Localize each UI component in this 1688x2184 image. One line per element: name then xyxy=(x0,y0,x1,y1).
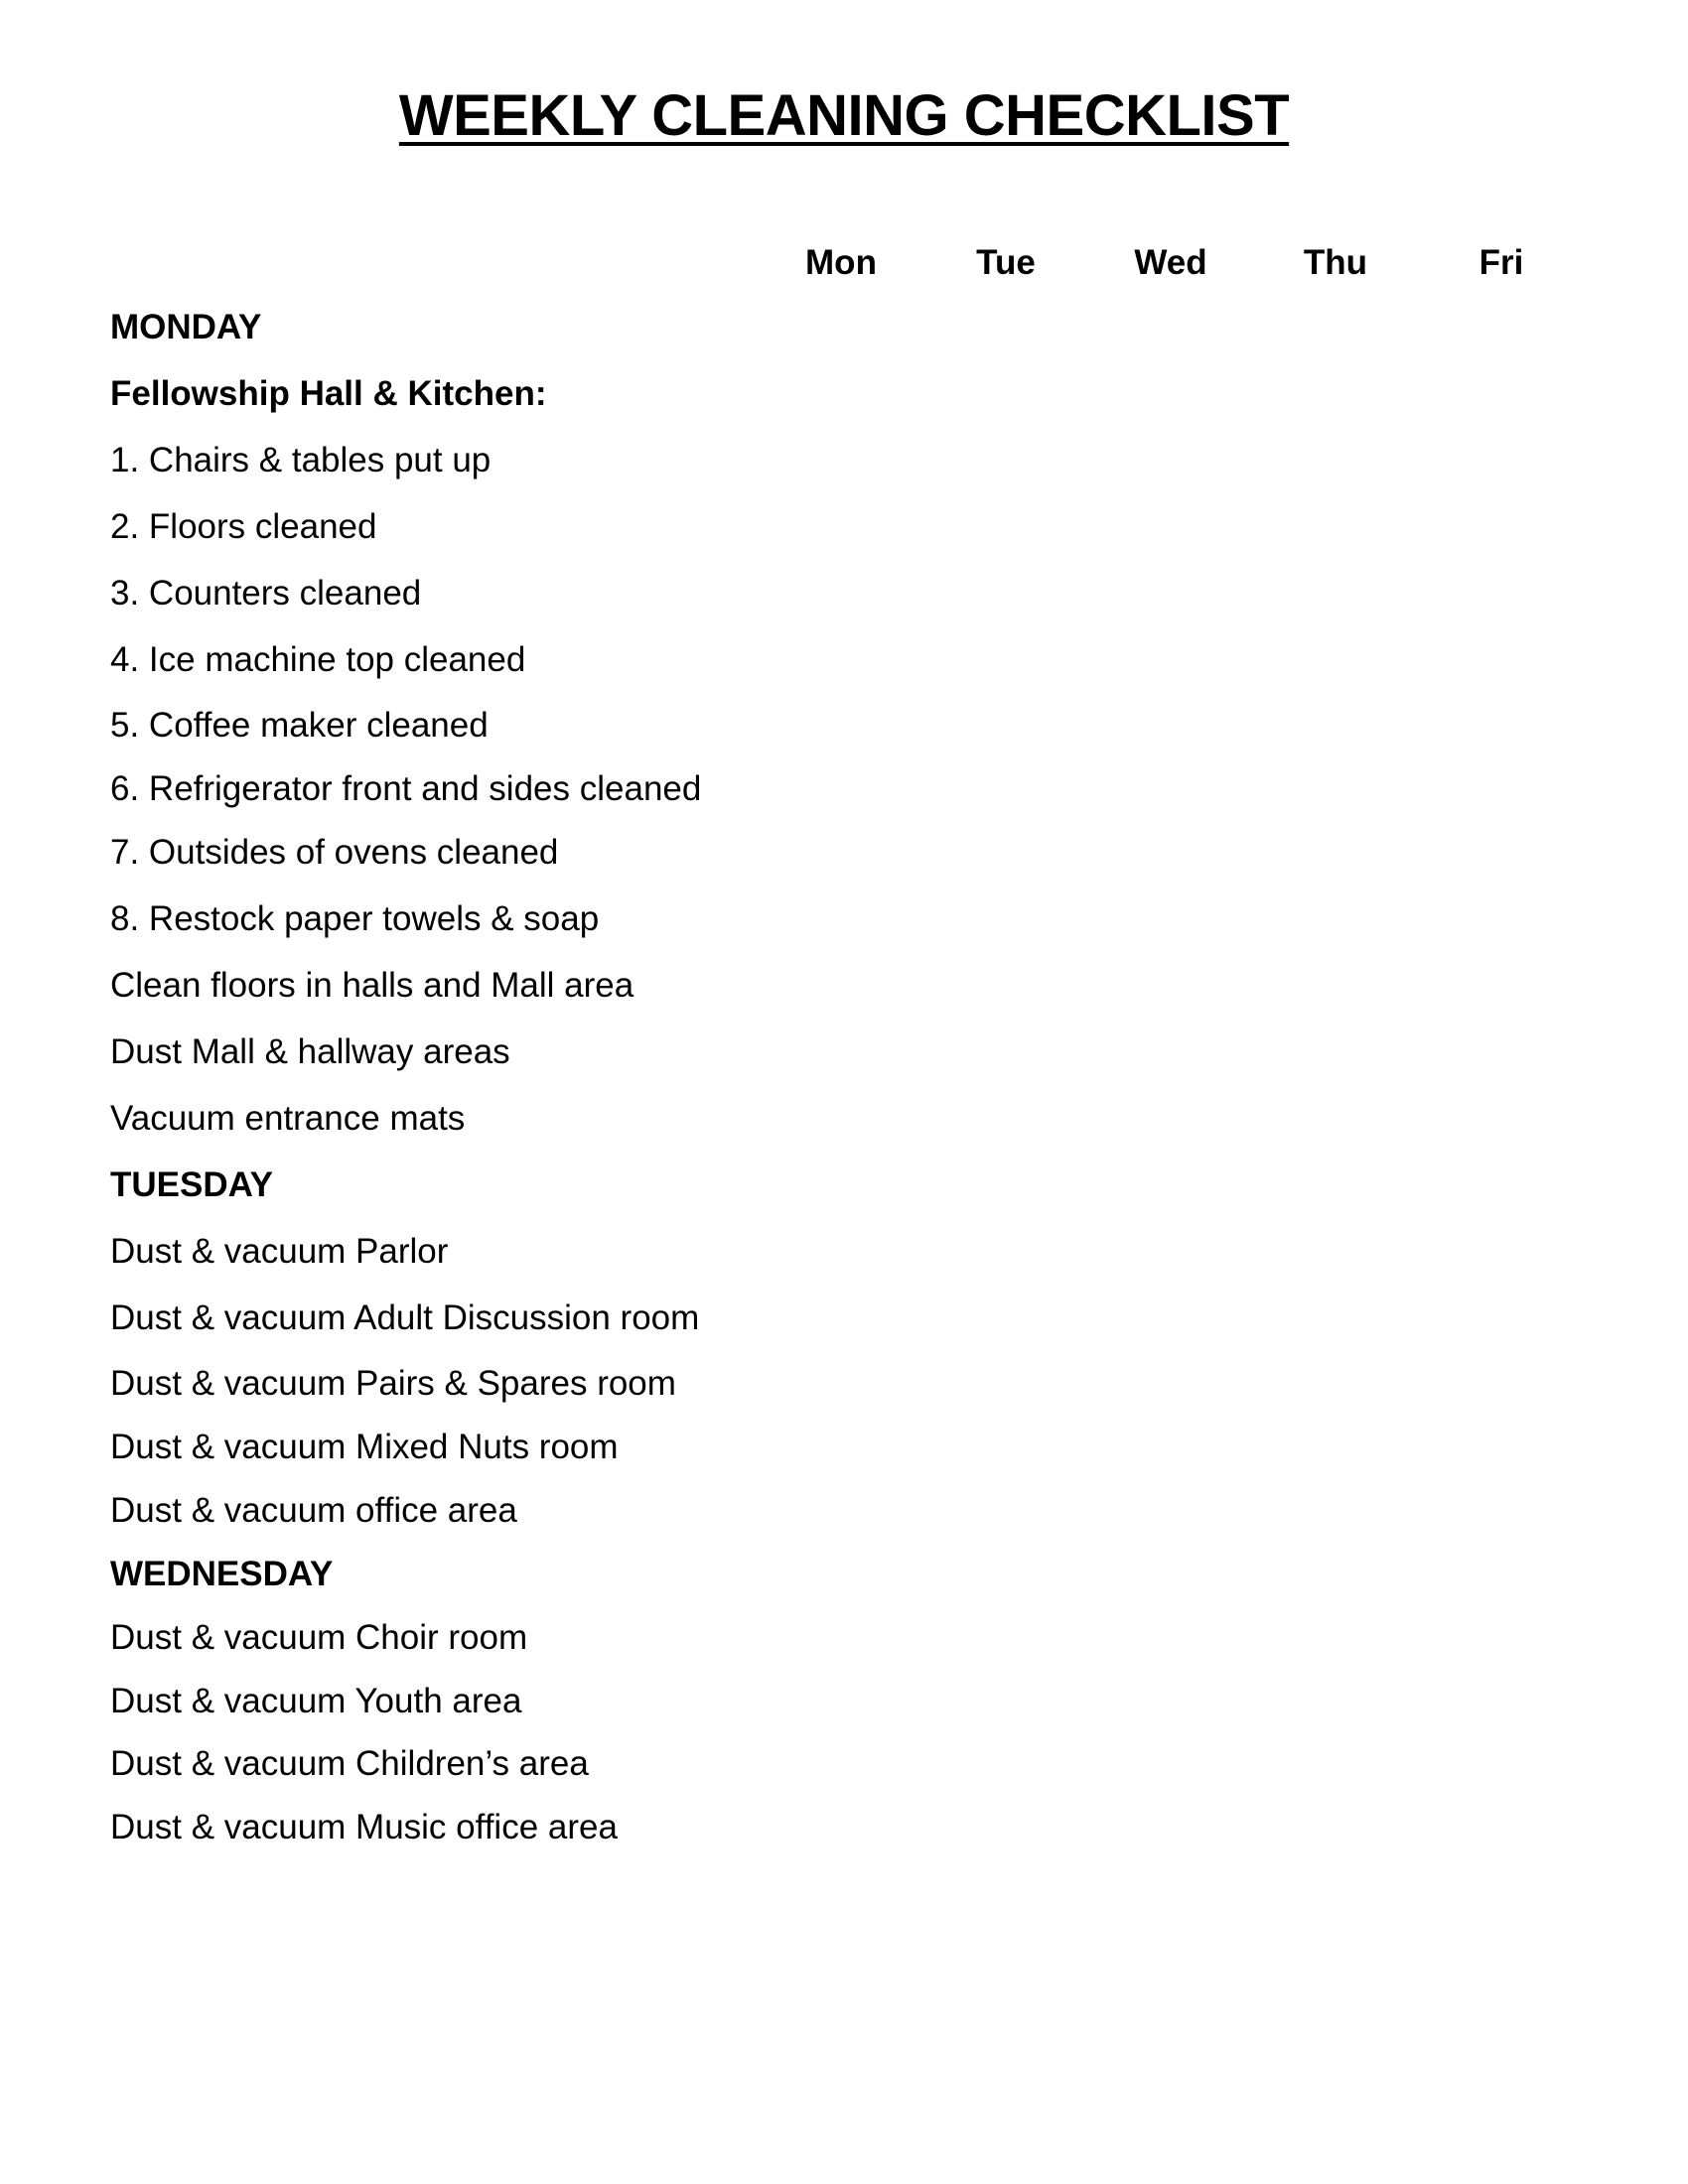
checklist-item: Dust & vacuum Pairs & Spares room xyxy=(110,1364,676,1403)
checklist-item: 1. Chairs & tables put up xyxy=(110,441,492,479)
checklist-item: 7. Outsides of ovens cleaned xyxy=(110,833,559,872)
checklist-item: Dust & vacuum Adult Discussion room xyxy=(110,1298,700,1337)
column-header-thu: Thu xyxy=(1303,243,1368,282)
section-heading-monday: MONDAY xyxy=(110,308,262,346)
column-header-wed: Wed xyxy=(1134,243,1207,282)
section-subheading-fellowship-hall: Fellowship Hall & Kitchen: xyxy=(110,374,547,413)
checklist-item: 8. Restock paper towels & soap xyxy=(110,899,600,938)
checklist-item: Clean floors in halls and Mall area xyxy=(110,966,634,1005)
checklist-item: Dust & vacuum Youth area xyxy=(110,1682,522,1720)
checklist-item: Dust Mall & hallway areas xyxy=(110,1032,510,1071)
checklist-item: Dust & vacuum Parlor xyxy=(110,1232,449,1271)
section-heading-wednesday: WEDNESDAY xyxy=(110,1555,334,1593)
checklist-item: Dust & vacuum Mixed Nuts room xyxy=(110,1428,619,1466)
checklist-item: 5. Coffee maker cleaned xyxy=(110,706,489,745)
checklist-item: Dust & vacuum Music office area xyxy=(110,1808,618,1846)
column-header-tue: Tue xyxy=(976,243,1036,282)
column-header-mon: Mon xyxy=(805,243,877,282)
checklist-item: 2. Floors cleaned xyxy=(110,507,377,546)
checklist-item: Dust & vacuum Children’s area xyxy=(110,1744,589,1783)
section-heading-tuesday: TUESDAY xyxy=(110,1165,274,1204)
checklist-item: 6. Refrigerator front and sides cleaned xyxy=(110,769,702,808)
checklist-item: 4. Ice machine top cleaned xyxy=(110,640,526,679)
checklist-item: Dust & vacuum Choir room xyxy=(110,1618,528,1657)
page-title xyxy=(0,81,1688,151)
column-header-fri: Fri xyxy=(1478,243,1524,282)
checklist-item: Dust & vacuum office area xyxy=(110,1491,517,1530)
checklist-item: Vacuum entrance mats xyxy=(110,1099,466,1138)
page-title-text: WEEKLY CLEANING CHECKLIST xyxy=(398,83,1290,148)
checklist-item: 3. Counters cleaned xyxy=(110,574,422,613)
